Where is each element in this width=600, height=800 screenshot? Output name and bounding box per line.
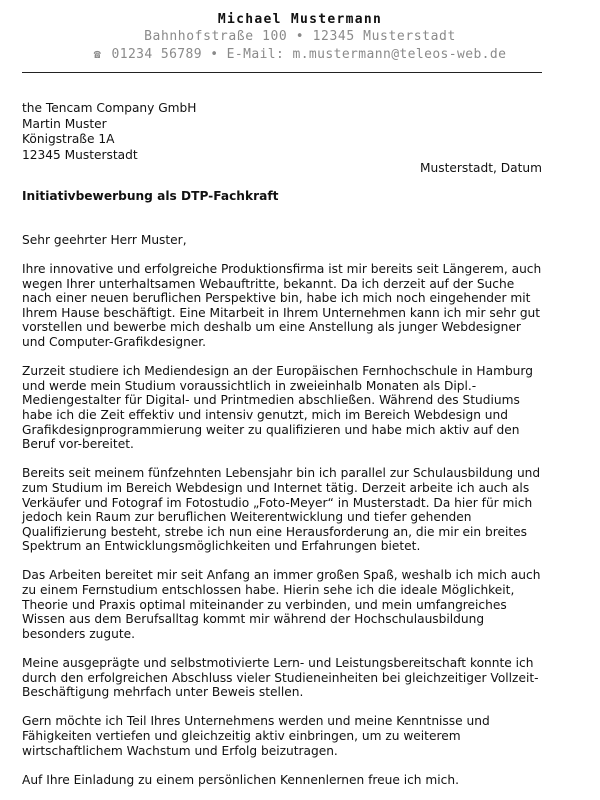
- sender-contact: 01234 56789 • E-Mail: m.mustermann@teleos-web.de: [111, 47, 507, 62]
- body-paragraph: Zurzeit studiere ich Mediendesign an der Europäischen Fernhochschule in Hamburg und werde mein Studium voraussichtlich in zweieinhalb Monaten als Dipl.-Mediengestalter für Digital- und Printmedien abschließen. Während des Studiums habe ich die Zeit effektiv und intensiv genutzt, mich im Bereich Webdesign und Grafikdesignprogrammierung weiter zu qualifizieren und habe mich aktiv auf den Beruf vor-bereitet.: [22, 364, 533, 452]
- closing-sentence: Auf Ihre Einladung zu einem persönlichen Kennenlernen freue ich mich.: [22, 773, 459, 787]
- letterhead: [0, 12, 600, 63]
- body-paragraph: Gern möchte ich Teil Ihres Unternehmens werden und meine Kenntnisse und Fähigkeiten vertiefen und gleichzeitig aktiv einbringen, um zu weiterem wirtschaftlichem Wachstum und Erfolg beizutragen.: [22, 714, 490, 758]
- sender-address: Bahnhofstraße 100 • 12345 Musterstadt: [144, 29, 456, 44]
- body-paragraph: Ihre innovative und erfolgreiche Produktionsfirma ist mir bereits seit Längerem, auch wegen Ihrer unterhaltsamen Webauftritte, bekannt. Da ich derzeit auf der Suche nach einer neuen beruflichen Perspektive bin, habe ich mich noch eingehender mit Ihrem Hause beschäftigt. Eine Mitarbeit in Ihrem Unternehmen kann ich mir sehr gut vorstellen und bewerbe mich deshalb um eine Anstellung als junger Webdesigner und Computer-Grafikdesigner.: [22, 262, 542, 349]
- sender-name: Michael Mustermann: [217, 12, 383, 27]
- recipient-city: 12345 Musterstadt: [22, 147, 138, 162]
- header-divider: [22, 72, 542, 73]
- recipient-person: Martin Muster: [22, 116, 107, 131]
- letter-date: Musterstadt, Datum: [420, 161, 542, 175]
- body-paragraph: Bereits seit meinem fünfzehnten Lebensjahr bin ich parallel zur Schulausbildung und zum Studium im Bereich Webdesign und Internet tätig. Derzeit arbeite ich auch als Verkäufer und Fotograf im Fotostudio „Foto-Meyer“ in Musterstadt. Da hier für mich jedoch kein Raum zur beruflichen Weiterentwicklung und tiefer gehenden Qualifizierung besteht, strebe ich nun eine Herausforderung an, die mir ein breites Spektrum an Entwicklungsmöglichkeiten und Erfahrungen bietet.: [22, 466, 541, 554]
- letter-body: [22, 262, 544, 773]
- recipient-street: Königstraße 1A: [22, 132, 115, 147]
- recipient-company: the Tencam Company GmbH: [22, 101, 197, 115]
- salutation: Sehr geehrter Herr Muster,: [22, 233, 187, 247]
- body-paragraph: Das Arbeiten bereitet mir seit Anfang an immer großen Spaß, weshalb ich mich auch zu einem Fernstudium entschlossen habe. Hierin sehe ich die ideale Möglichkeit, Theorie und Praxis optimal miteinander zu verbinden, und mein umfangreiches Wissen aus dem Berufsalltag kommt mir während der Hochschulausbildung besonders zugute.: [22, 568, 541, 641]
- telephone-icon: ☎: [93, 47, 102, 61]
- letter-subject: Initiativbewerbung als DTP-Fachkraft: [22, 189, 279, 203]
- recipient-address: [22, 101, 196, 163]
- sender-contact-line: [0, 46, 600, 63]
- body-paragraph: Meine ausgeprägte und selbstmotivierte Lern- und Leistungsbereitschaft konnte ich durch den erfolgreichen Abschluss vieler Studieneinheiten bei gleichzeitiger Vollzeit-Beschäftigung mehrfach unter Beweis stellen.: [22, 656, 539, 700]
